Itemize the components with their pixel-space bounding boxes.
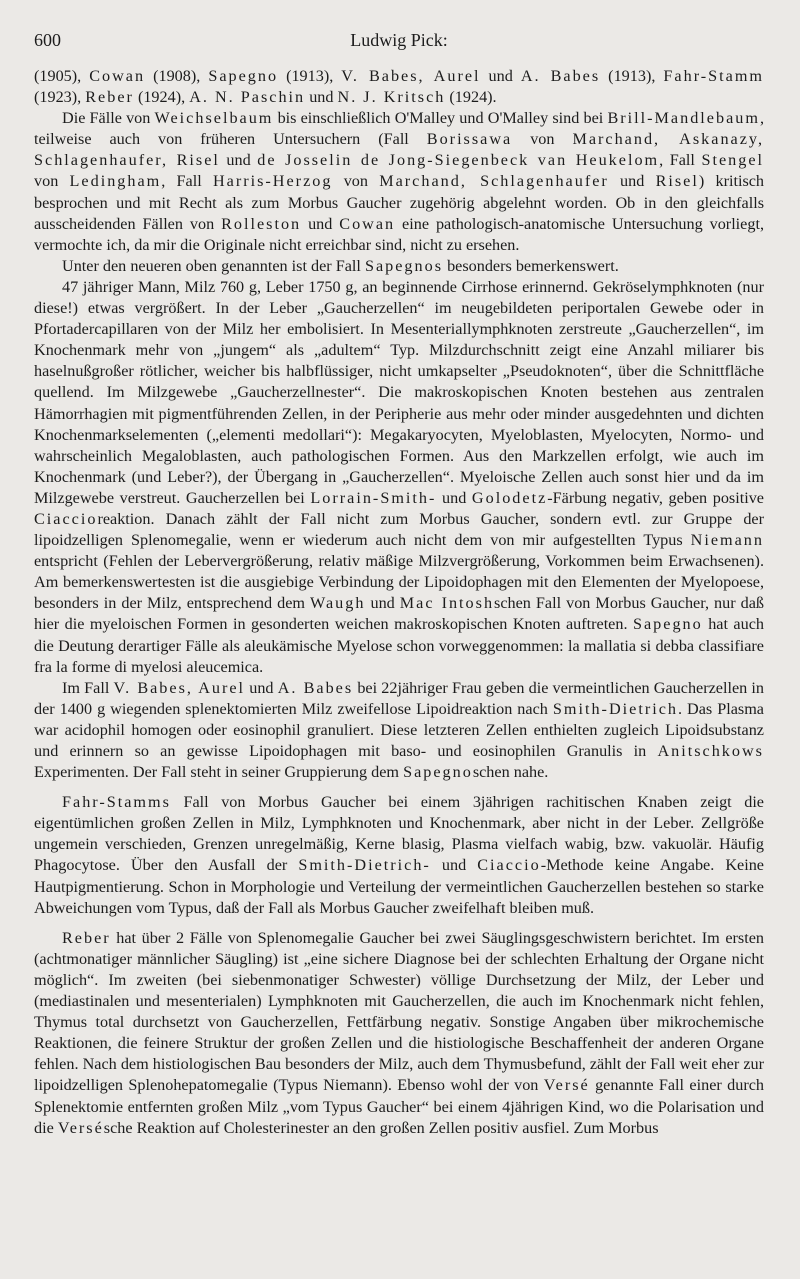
spaced-name: Weichselbaum xyxy=(154,109,274,128)
spaced-name: Ciaccio xyxy=(477,856,541,875)
spaced-name: Anitschkows xyxy=(657,742,764,760)
text-run: eine pathologisch-anatomische Untersuchung vorliegt, vermochte ich, da mir die Originale nicht erreichbar sind, nicht zu ersehen. xyxy=(34,214,765,254)
text-run: und xyxy=(436,488,472,507)
paragraph xyxy=(34,678,764,783)
spaced-name: Cowan xyxy=(89,67,146,85)
spaced-name: Fahr-Stamms xyxy=(62,793,171,812)
page-number: 600 xyxy=(34,30,61,50)
text-run: (1924), xyxy=(133,88,190,107)
text-run: und xyxy=(430,856,478,875)
spaced-name: Rolleston xyxy=(221,214,302,233)
spaced-name: Versé xyxy=(543,1076,590,1095)
spaced-name: Marchand, Schlagenhaufer xyxy=(379,172,609,191)
text-run: von xyxy=(512,130,573,149)
spaced-name: Sapegno xyxy=(403,763,473,782)
text-run: . Das Plasma war acidophil homogen oder eosinophil granuliert. Diese letzteren Zellen enthielten zugleich Lipoidsubstanz und erinnern so an gewisse Lipoidophagen mit baso- und eosinophilen Granulis in xyxy=(34,699,764,760)
spaced-name: Niemann xyxy=(690,531,764,550)
text-run: -Färbung negativ, geben positive xyxy=(547,488,764,507)
text-run: 47 jähriger Mann, Milz 760 g, Leber 1750 g, an beginnende Cirrhose erinnernd. Gekröselymphknoten (nur diese!) etwas vergrößert. In der Leber „Gaucherzellen“ im neugebildeten periportalen Gewebe oder in Pfortadercapillaren von der Milz her embolisiert. In Mesenteriallymphknoten zerstreute „Gaucherzellen“, im Knochenmark mehr von „jungem“ als „adultem“ Typ. Milzdurchschnitt zeigt eine Anzahl miliarer bis haselnußgroßer rötlicher, weicher bis halbflüssiger, nicht umkapselter „Pseudoknoten“, über die Schnittfläche quellend. Im Milzgewebe „Gaucherzellnester“. Die makroskopischen Knoten bestehen aus zentralen Hämorrhagien mit pigmentführenden Zellen, in der Peripherie aus mehr oder minder ausgedehnten und dichten Knochenmarkselementen („elementi medollari“): Megakaryocyten, Myeloblasten, Myelocyten, Normo- und wahrscheinlich Megaloblasten, auch pathologischen Formen. Aus den Markzellen erfolgt, wie auch im Knochenmark (und Leber?), der Übergang in „Gaucherzellen“. Myeloische Zellen auch sonst hier und da im Milzgewebe verstreut. Gaucherzellen bei xyxy=(34,277,764,507)
text-run: Fall von Morbus Gaucher bei einem 3jährigen rachitischen Knaben zeigt die eigentümlichen großen Zellen in Milz, Lymphknoten und Knochenmark, aber nicht in der Leber. Zellgröße ungemein verschieden, Grenzen unregelmäßig, Kerne blasig, Plasma vielfach wabig, bzw. vakuolär. Häufig Phagocytose. Über den Ausfall der xyxy=(34,793,764,875)
spaced-name: Brill-Mandlebaum xyxy=(607,109,760,128)
spaced-name: V. Babes, Aurel xyxy=(341,67,481,85)
text-run: genannte Fall einer durch Splenektomie entfernten großen Milz „vom Typus Gaucher“ bei einem 4jährigen Kind, wo die Polarisation und die xyxy=(34,1076,764,1137)
text-run: (1913), xyxy=(278,67,342,85)
text-run: von xyxy=(34,172,70,191)
spaced-name: Ciaccio xyxy=(34,509,98,528)
spaced-name: Lorrain-Smith- xyxy=(310,488,437,507)
text-run: , Fall xyxy=(161,172,213,191)
text-run: (1923), xyxy=(34,88,86,107)
text-run: und xyxy=(365,594,400,613)
text-run: schen Fall von Morbus Gaucher, nur daß hier die myeloischen Formen in gesonderten weichen makroskopischen Knoten auftreten. xyxy=(34,594,765,634)
text-run: Unter den neueren oben genannten ist der Fall xyxy=(62,256,365,275)
text-run: und xyxy=(301,214,340,233)
spaced-name: A. Babes xyxy=(520,67,601,85)
text-run: und xyxy=(305,88,338,107)
running-head: Ludwig Pick: xyxy=(350,30,448,50)
page-body xyxy=(34,66,764,1139)
paragraph xyxy=(34,66,764,108)
text-run: (1924). xyxy=(445,88,497,107)
text-run: Im Fall xyxy=(62,678,114,697)
text-run: besonders bemerkenswert. xyxy=(443,256,619,275)
spaced-name: Versé xyxy=(57,1118,104,1137)
text-run: und xyxy=(480,67,521,85)
text-run: und xyxy=(219,151,258,170)
paragraph xyxy=(34,108,764,256)
text-run: ) kritisch besprochen und mit Recht als zum Morbus Gaucher zugehörig abgelehnt worden. Ob in den gleichfalls ausscheidenden Fällen von xyxy=(34,172,765,233)
spaced-name: Sapegno xyxy=(208,67,279,85)
spaced-name: V. Babes, Aurel xyxy=(113,678,246,697)
text-run: (1913), xyxy=(600,67,664,85)
spaced-name: N. J. Kritsch xyxy=(337,88,446,107)
spaced-name: Mac Intosh xyxy=(399,594,495,613)
spaced-name: Marchand, Askanazy, Schlagenhaufer, Risel xyxy=(34,130,764,170)
spaced-name: Stengel xyxy=(701,151,765,170)
text-run: und xyxy=(608,172,656,191)
spaced-name: Smith-Dietrich xyxy=(552,699,678,718)
page-header xyxy=(34,26,764,66)
spaced-name: Sapegno xyxy=(632,615,703,634)
text-run: Die Fälle von xyxy=(62,109,155,128)
text-run: (1905), xyxy=(34,67,90,85)
spaced-name: Harris-Herzog xyxy=(212,172,333,191)
text-run: , teilweise auch von früheren Untersuchern (Fall xyxy=(34,109,764,149)
spaced-name: Smith-Dietrich- xyxy=(298,856,431,875)
spaced-name: de Josselin de Jong-Siegenbeck van Heukelom xyxy=(257,151,660,170)
paragraph xyxy=(34,277,764,678)
text-run: schen nahe. xyxy=(472,763,549,782)
paragraph xyxy=(34,792,764,919)
spaced-name: Reber xyxy=(62,928,111,947)
spaced-name: Cowan xyxy=(339,214,396,233)
spaced-name: Ledingham xyxy=(69,172,162,191)
paragraph xyxy=(34,256,764,277)
spaced-name: Risel xyxy=(655,172,699,191)
text-run: Experimenten. Der Fall steht in seiner Gruppierung dem xyxy=(34,763,404,782)
text-run: , Fall xyxy=(659,151,702,170)
text-run: hat auch die Deutung derartiger Fälle als aleukämische Myelose schon vorweggenommen: la mallatia si debba classifiare fra la forme di myelosi aleucemica. xyxy=(34,615,764,676)
text-run: (1908), xyxy=(145,67,209,85)
spaced-name: Waugh xyxy=(310,594,366,613)
text-run: sche Reaktion auf Cholesterinester an den großen Zellen positiv ausfiel. Zum Morbus xyxy=(103,1118,659,1137)
text-run: bis einschließlich O'Malley und O'Malley sind bei xyxy=(273,109,608,128)
spaced-name: Sapegnos xyxy=(364,256,444,275)
text-run: reaktion. Danach zählt der Fall nicht zum Morbus Gaucher, sondern evtl. zur Gruppe der lipoidzelligen Splenomegalie, wenn er wiederum auch nicht dem von mir aufgestellten Typus xyxy=(34,509,764,550)
spaced-name: Golodetz xyxy=(471,488,548,507)
spaced-name: Fahr-Stamm xyxy=(663,67,765,85)
text-run: und xyxy=(245,678,278,697)
spaced-name: A. N. Paschin xyxy=(189,88,306,107)
text-run: hat über 2 Fälle von Splenomegalie Gaucher bei zwei Säuglingsgeschwistern berichtet. Im ersten (achtmonatiger männlicher Säugling) ist „eine sichere Diagnose bei der schlechten Erhaltung der Organe nicht möglich“. Im zweiten (bei siebenmonatiger Schwester) völlige Durchsetzung der Milz, der Leber und (mediastinalen und mesenterialen) Lymphknoten mit Gaucherzellen, die auch im Knochenmark nicht fehlen, Thymus total durchsetzt von Gaucherzellen, Fettfärbung negativ. Sonstige Angaben über mikrochemische Reaktionen, die feinere Struktur der großen Zellen und die histiologische Beschaffenheit der anderen Organe fehlen. Nach dem histiologischen Bau besonders der Milz, auch dem Thymusbefund, zählt der Fall weit eher zur lipoidzelligen Splenohepatomegalie (Typus Niemann). Ebenso wohl der von xyxy=(34,928,764,1095)
text-run: von xyxy=(332,172,380,191)
text-run: -Methode keine Angabe. Keine Hautpigmentierung. Schon in Morphologie und Verteilung der vermeintlichen Gaucherzellen bestehen so starke Abweichungen vom Typus, daß der Fall als Morbus Gaucher zweifelhaft bleiben muß. xyxy=(34,856,764,917)
text-run: bei 22jähriger Frau geben die vermeintlichen Gaucherzellen in der 1400 g wiegenden splenektomierten Milz zweifellose Lipoidreaktion nach xyxy=(34,678,765,718)
spaced-name: Borissawa xyxy=(426,130,513,149)
paragraph xyxy=(34,928,764,1139)
text-run: entspricht (Fehlen der Lebervergrößerung, relativ mäßige Milzvergrößerung, Vorkommen beim Erwachsenen). Am bemerkenswertesten ist die ausgiebige Verbindung der Lipoidophagen mit den Elementen der Myelopoese, besonders in der Milz, entsprechend dem xyxy=(34,552,764,613)
spaced-name: Reber xyxy=(85,88,134,107)
spaced-name: A. Babes xyxy=(277,678,354,697)
